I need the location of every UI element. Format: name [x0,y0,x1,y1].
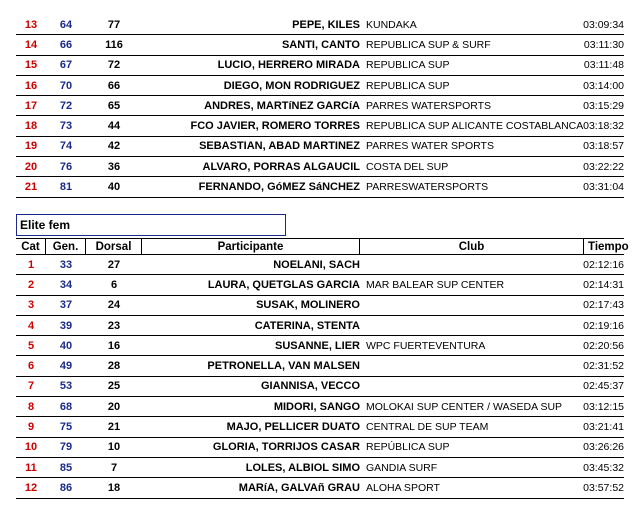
cell-dorsal: 25 [107,380,121,393]
cell-gen: 68 [59,400,73,413]
cell-cat: 14 [24,38,38,51]
cell-club: REPÚBLICA SUP [366,441,450,454]
cell-participante: FERNANDO, GóMEZ SáNCHEZ [198,181,360,194]
header-participante: Participante [142,239,360,254]
cell-participante: GLORIA, TORRIJOS CASAR [212,441,360,454]
header-tiempo: Tiempo [588,240,629,253]
cell-cat: 11 [25,461,37,474]
table-row [16,417,624,437]
cell-tiempo: 03:14:00 [583,79,624,92]
table-row [16,377,624,397]
table-row [16,35,624,55]
cell-cat: 16 [24,79,38,92]
cell-participante: FCO JAVIER, ROMERO TORRES [190,120,360,133]
table-row [16,15,624,35]
cell-tiempo: 02:19:16 [583,319,624,332]
cell-tiempo: 03:57:52 [583,481,624,494]
cell-participante: MARíA, GALVAñ GRAU [238,481,360,494]
cell-dorsal: 40 [107,181,121,194]
cell-gen: 81 [59,181,73,194]
table-row [16,478,624,498]
cell-club [366,296,578,315]
cell-cat: 5 [27,339,35,352]
cell-club: GANDIA SURF [366,461,438,474]
table-row [16,356,624,376]
cell-tiempo: 02:45:37 [583,380,624,393]
table-row [16,397,624,417]
cell-cat: 10 [24,441,38,454]
cell-club: REPUBLICA SUP [366,59,450,72]
cell-tiempo: 02:31:52 [583,360,624,373]
table-row [16,116,624,136]
cell-dorsal: 36 [107,160,121,173]
cell-participante: PEPE, KILES [292,18,360,31]
section-title: Elite fem [16,214,286,236]
cell-club [366,255,578,274]
cell-tiempo: 03:18:57 [583,140,624,153]
cell-gen: 39 [59,319,73,332]
cell-participante: SUSANNE, LIER [275,339,360,352]
cell-tiempo: 02:12:16 [583,258,624,271]
cell-tiempo: 03:18:32 [583,120,624,133]
cell-club: MOLOKAI SUP CENTER / WASEDA SUP [366,400,563,413]
cell-cat: 15 [24,59,38,72]
cell-club [366,316,578,335]
cell-participante: ANDRES, MARTíNEZ GARCíA [204,99,360,112]
cell-club: REPUBLICA SUP & SURF [366,38,491,51]
cell-gen: 76 [59,160,73,173]
cell-participante: ALVARO, PORRAS ALGAUCIL [202,160,360,173]
cell-participante: MIDORI, SANGO [273,400,360,413]
cell-cat: 17 [24,99,38,112]
cell-cat: 1 [27,258,35,271]
cell-tiempo: 03:12:15 [583,400,624,413]
cell-cat: 6 [27,360,35,373]
cell-cat: 2 [27,278,35,291]
table-row [16,56,624,76]
cell-participante: MAJO, PELLICER DUATO [226,421,360,434]
cell-participante: SUSAK, MOLINERO [256,299,360,312]
cell-dorsal: 10 [107,441,121,454]
cell-tiempo: 03:09:34 [583,18,624,31]
cell-tiempo: 03:11:48 [583,59,624,72]
cell-dorsal: 20 [107,400,121,413]
cell-gen: 53 [59,380,73,393]
cell-cat: 21 [24,181,38,194]
cell-tiempo: 02:14:31 [583,278,624,291]
table-row [16,157,624,177]
cell-participante: NOELANI, SACH [273,258,360,271]
cell-participante: PETRONELLA, VAN MALSEN [207,360,360,373]
cell-club: REPUBLICA SUP ALICANTE COSTABLANCA [366,120,584,133]
cell-participante: DIEGO, MON RODRIGUEZ [223,79,360,92]
cell-tiempo: 03:11:30 [583,38,624,51]
cell-participante: LUCIO, HERRERO MIRADA [217,59,360,72]
cell-club: PARRESWATERSPORTS [366,181,489,194]
table-row [16,275,624,295]
cell-dorsal: 42 [107,140,121,153]
cell-cat: 18 [24,120,38,133]
cell-cat: 13 [24,18,38,31]
cell-club: WPC FUERTEVENTURA [366,339,486,352]
cell-gen: 86 [59,481,73,494]
cell-gen: 66 [59,38,73,51]
cell-gen: 34 [59,278,73,291]
cell-gen: 70 [59,79,73,92]
cell-dorsal: 28 [107,360,121,373]
cell-cat: 7 [27,380,35,393]
cell-gen: 79 [59,441,73,454]
cell-gen: 64 [59,18,73,31]
cell-tiempo: 03:26:26 [583,441,624,454]
cell-gen: 74 [59,140,73,153]
cell-gen: 49 [59,360,73,373]
header-cat: Cat [16,239,46,254]
cell-tiempo: 03:15:29 [583,99,624,112]
results-table-elite-fem [16,238,629,499]
cell-participante: SANTI, CANTO [281,38,360,51]
cell-club [366,356,578,375]
cell-cat: 4 [27,319,35,332]
table-header [16,239,629,255]
table-row [16,438,624,458]
cell-dorsal: 24 [107,299,121,312]
cell-club: KUNDAKA [366,18,417,31]
table-row [16,458,624,478]
table-row [16,255,624,275]
table-row [16,336,624,356]
cell-tiempo: 02:17:43 [583,299,624,312]
cell-gen: 73 [59,120,73,133]
cell-gen: 72 [59,99,73,112]
cell-dorsal: 66 [107,79,121,92]
cell-club: PARRES WATER SPORTS [366,140,494,153]
cell-tiempo: 03:21:41 [583,421,624,434]
cell-club: COSTA DEL SUP [366,160,449,173]
table-row [16,76,624,96]
header-dorsal: Dorsal [86,239,142,254]
table-row [16,177,624,197]
cell-dorsal: 21 [107,421,121,434]
cell-cat: 19 [24,140,38,153]
cell-dorsal: 7 [110,461,118,474]
cell-cat: 12 [24,481,38,494]
cell-club: CENTRAL DE SUP TEAM [366,421,489,434]
cell-tiempo: 03:45:32 [583,461,624,474]
cell-dorsal: 44 [107,120,121,133]
cell-gen: 40 [59,339,73,352]
cell-participante: CATERINA, STENTA [254,319,360,332]
cell-club: MAR BALEAR SUP CENTER [366,278,505,291]
cell-dorsal: 65 [107,99,121,112]
cell-dorsal: 72 [107,59,121,72]
table-row [16,316,624,336]
cell-dorsal: 23 [107,319,121,332]
cell-cat: 3 [27,299,35,312]
header-gen: Gen. [46,239,86,254]
cell-dorsal: 16 [107,339,121,352]
cell-cat: 8 [27,400,35,413]
cell-club: PARRES WATERSPORTS [366,99,492,112]
cell-gen: 33 [59,258,73,271]
cell-dorsal: 6 [110,278,118,291]
cell-dorsal: 27 [107,258,121,271]
cell-club [366,377,578,396]
cell-participante: GIANNISA, VECCO [260,380,360,393]
results-table-previous [16,15,624,198]
cell-gen: 67 [59,59,73,72]
cell-tiempo: 03:31:04 [583,181,624,194]
cell-participante: LAURA, QUETGLAS GARCIA [207,278,360,291]
cell-dorsal: 116 [105,38,123,51]
cell-tiempo: 02:20:56 [583,339,624,352]
table-row [16,296,624,316]
cell-club: REPUBLICA SUP [366,79,450,92]
cell-cat: 20 [24,160,38,173]
cell-participante: LOLES, ALBIOL SIMO [245,461,360,474]
cell-participante: SEBASTIAN, ABAD MARTINEZ [199,140,360,153]
cell-dorsal: 77 [107,18,121,31]
table-row [16,137,624,157]
cell-gen: 37 [59,299,73,312]
cell-gen: 85 [59,461,73,474]
cell-cat: 9 [27,421,35,434]
cell-tiempo: 03:22:22 [583,160,624,173]
table-row [16,96,624,116]
cell-gen: 75 [59,421,73,434]
header-club: Club [360,239,584,254]
cell-club: ALOHA SPORT [366,481,440,494]
cell-dorsal: 18 [107,481,121,494]
